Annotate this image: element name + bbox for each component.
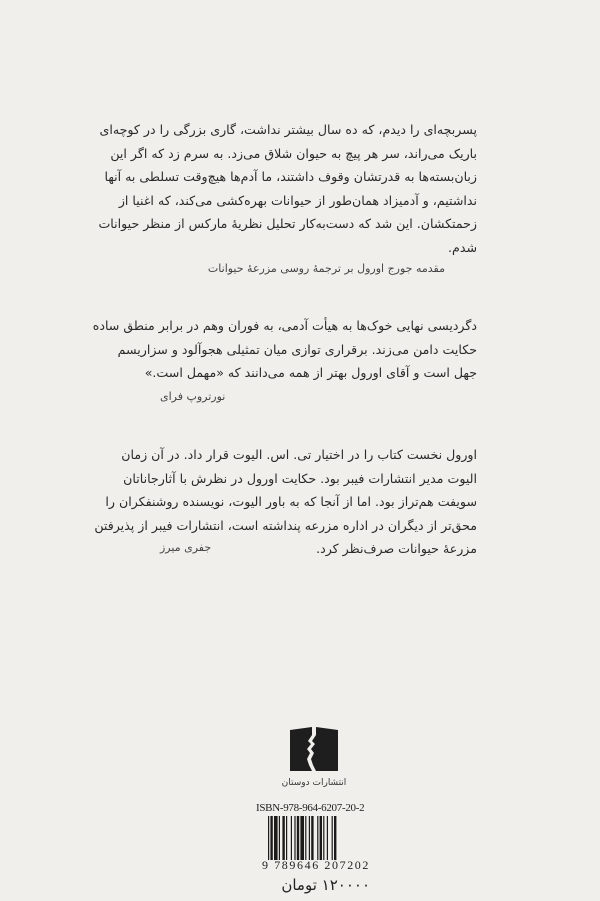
paragraph-1 (98, 118, 477, 259)
publisher-name: انتشارات دوستان (281, 778, 347, 788)
barcode-bar (334, 816, 336, 860)
barcode-bar (297, 816, 299, 860)
barcode (268, 816, 366, 860)
text-line: زحمتکشان. این شد که دست‌به‌کار تحلیل نظریهٔ مارکس از منظر حیوانات (98, 216, 477, 231)
attribution-1: مقدمه جورج اورول بر ترجمهٔ روسی مزرعهٔ حیوانات (207, 262, 445, 275)
text-line: زبان‌بسته‌ها به قدرتشان وقوف داشتند، ما آدم‌ها هیچ‌وقت تسلطی به آنها (104, 169, 477, 184)
text-line: باریک می‌راند، سر هر پیچ به حیوان شلاق می‌زد. به سرم زد که اگر این (110, 145, 477, 161)
barcode-bar (327, 816, 328, 860)
barcode-bar (279, 816, 280, 860)
text-line: پسربچه‌ای را دیدم، که ده سال بیشتر نداشت، گاری بزرگی را در کوچه‌ای (99, 122, 477, 137)
barcode-bar (320, 816, 322, 860)
text-line: جهل است و آقای اورول بهتر از همه می‌دانند که «مهمل است.» (144, 365, 477, 380)
barcode-bar (332, 816, 333, 860)
paragraph-2 (92, 314, 477, 385)
barcode-bar (274, 816, 278, 860)
barcode-bar (309, 816, 310, 860)
barcode-bar (286, 816, 287, 860)
barcode-bar (323, 816, 324, 860)
publisher-logo-icon (290, 727, 338, 771)
barcode-bar (311, 816, 313, 860)
attribution-3: جفری میرز (160, 541, 212, 554)
barcode-bar (317, 816, 318, 860)
barcode-bar (294, 816, 295, 860)
text-line: حکایت دامن می‌زند. برقراری توازی میان تمثیلی هجوآلود و سزاریسم (117, 341, 477, 357)
barcode-number: 9 789646 207202 (262, 858, 370, 872)
price: ۱۲۰۰۰۰ تومان (281, 876, 370, 894)
barcode-bar (282, 816, 284, 860)
attribution-2: نورتروپ فرای (160, 390, 226, 403)
barcode-bar (268, 816, 269, 860)
text-line: سویفت هم‌تراز بود. اما از آنجا که به باور الیوت، نویسنده روشنفکران را (105, 494, 477, 509)
barcode-bar (291, 816, 292, 860)
isbn: ISBN-978-964-6207-20-2 (256, 802, 365, 814)
text-line: نداشتیم، و آدمیزاد همان‌طور از حیوانات بهره‌کشی می‌کند، که اغنیا از (118, 192, 477, 208)
barcode-bar (270, 816, 272, 860)
text-line: مزرعهٔ حیوانات صرف‌نظر کرد. (316, 541, 477, 556)
text-line: دگردیسی نهایی خوک‌ها به هیأت آدمی، به فوران وهم در برابر منطق ساده (92, 318, 477, 333)
text-line: اورول نخست کتاب را در اختیار تی. اس. الیوت قرار داد. در آن زمان (121, 447, 477, 462)
text-line: شدم. (448, 239, 477, 255)
barcode-bar (305, 816, 306, 860)
text-line: الیوت مدیر انتشارات فیبر بود. حکایت اورول در نظرش با آثارجاناتان (123, 470, 477, 486)
text-line: محق‌تر از دیگران در اداره مزرعه پنداشته است، انتشارات فیبر از پذیرفتن (94, 517, 477, 533)
barcode-bar (300, 816, 304, 860)
